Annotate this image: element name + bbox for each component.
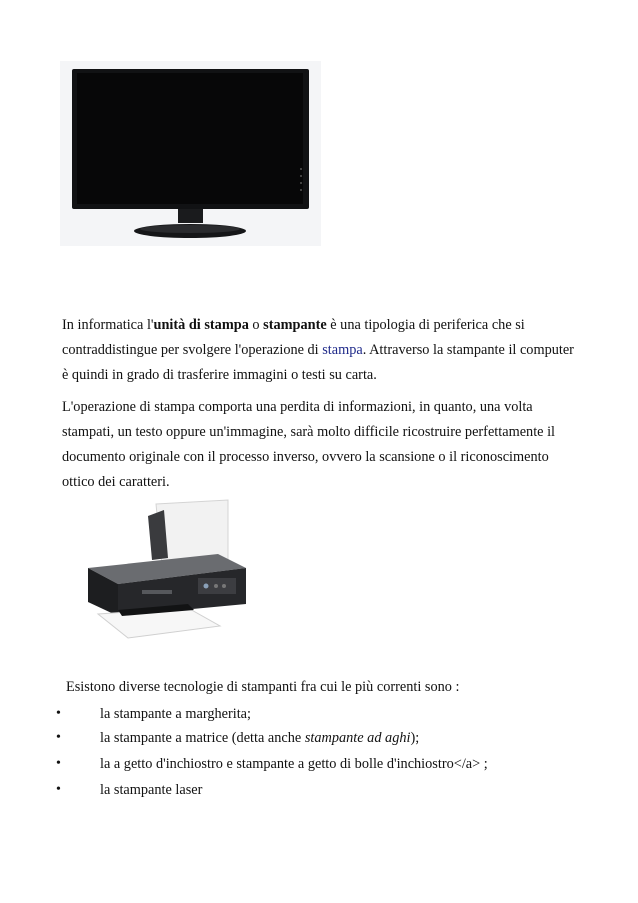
link-stampa[interactable]: stampa: [322, 342, 363, 358]
list-item: [0, 703, 638, 727]
list-item-text: la a getto d'inchiostro e stampante a getto di bolle d'inchiostro</a> ;: [100, 756, 488, 772]
list-item-text: [100, 727, 419, 749]
bullet-icon: •: [56, 730, 61, 745]
text-run: In informatica l': [62, 317, 154, 333]
bullet-icon: •: [56, 756, 61, 771]
bold-term-stampante: stampante: [263, 317, 327, 333]
list-item-text: la stampante laser: [100, 782, 203, 798]
list-item: [0, 727, 638, 753]
list-item-text: la stampante a margherita;: [100, 706, 251, 722]
bullet-icon: •: [56, 782, 61, 797]
printer-types-list: [0, 703, 638, 805]
bold-term-unita-di-stampa: unità di stampa: [153, 317, 249, 333]
text-run: la stampante a matrice (detta anche: [100, 730, 305, 746]
paragraph-operazione: L'operazione di stampa comporta una perdita di informazioni, in quanto, una volta stampati, un testo oppure un'immagine, sarà molto difficile ricostruire perfettamente il documento originale con il processo inverso, ovvero la scansione o il riconoscimento ottico dei caratteri.: [62, 399, 556, 490]
list-item: [0, 779, 638, 805]
text-run: è una tipologia di periferica che si contraddistingue per svolgere l'operazione di: [62, 317, 525, 358]
italic-term-stampante-ad-aghi: stampante ad aghi: [304, 730, 411, 746]
text-run: . Attraverso la stampante il computer è quindi in grado di trasferire immagini o testi su carta.: [62, 342, 574, 383]
text-run: o: [248, 317, 264, 333]
paragraph-intro: [62, 313, 582, 388]
technologies-intro: Esistono diverse tecnologie di stampanti fra cui le più correnti sono :: [66, 679, 460, 695]
text-run: );: [410, 730, 420, 746]
monitor-image: [60, 61, 321, 246]
printer-image: [78, 498, 253, 646]
bullet-icon: •: [56, 706, 61, 721]
list-item: [0, 753, 638, 779]
